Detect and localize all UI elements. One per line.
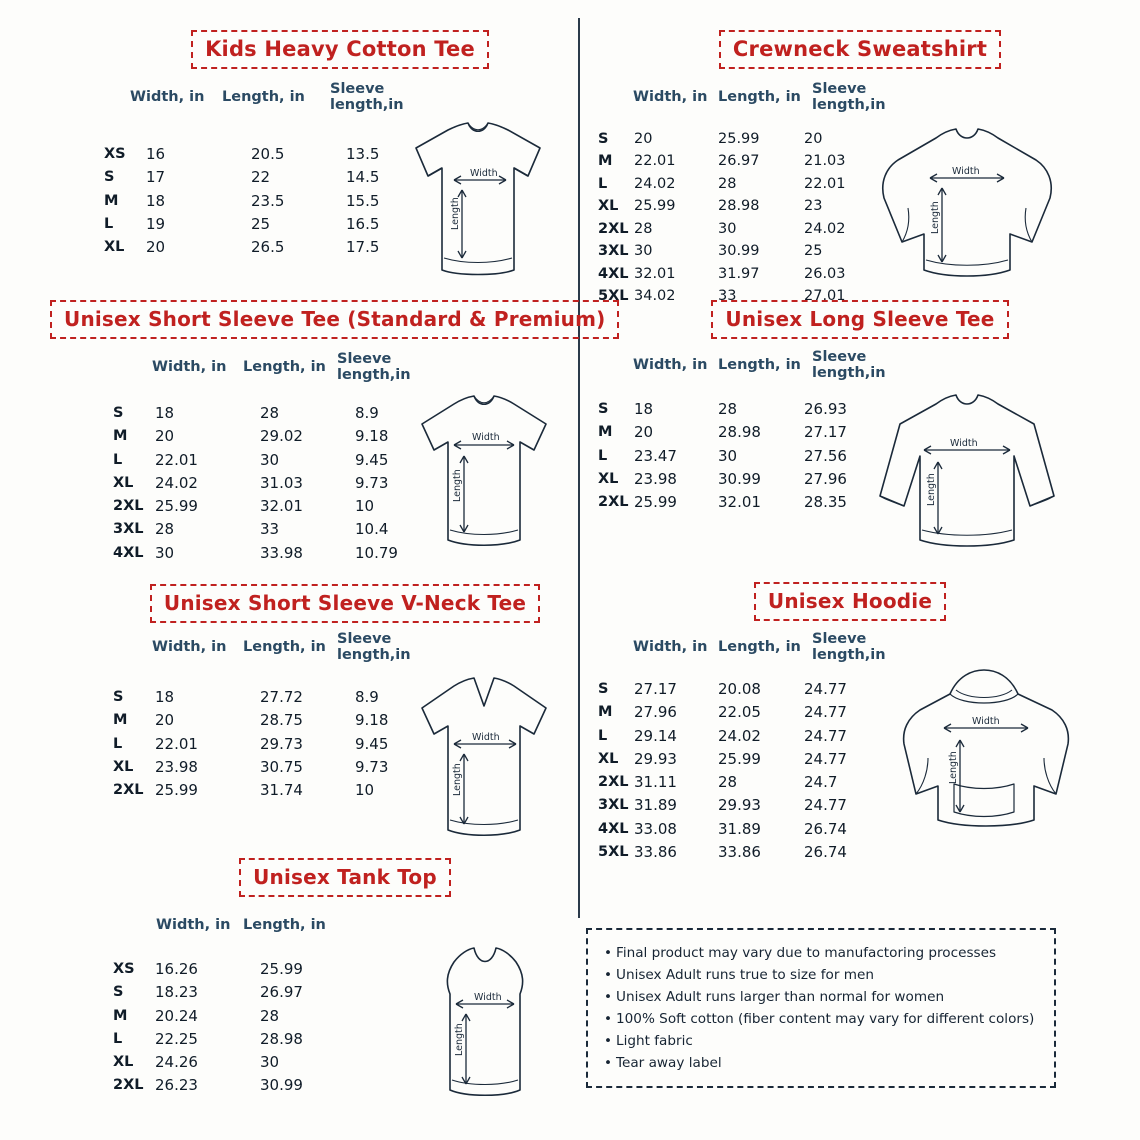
- diagram-label-length: Length: [926, 473, 937, 506]
- cell-width: 33.08: [634, 819, 677, 838]
- cell-size: 2XL: [113, 498, 144, 514]
- diagram-label-length: Length: [452, 763, 463, 796]
- cell-sleeve: 24.77: [804, 703, 847, 722]
- cell-length: 25.99: [718, 131, 760, 147]
- cell-width: 30: [634, 243, 653, 260]
- cell-width: 33.86: [634, 842, 677, 861]
- column-header-width: Width, in: [152, 639, 227, 655]
- table-row: [113, 958, 355, 981]
- diagram-label-length: Length: [948, 751, 959, 784]
- cell-sleeve: 10: [355, 781, 375, 799]
- cell-size: S: [104, 169, 115, 186]
- table-row: [113, 402, 435, 425]
- cell-length: 28: [718, 400, 738, 418]
- cell-size: S: [598, 131, 609, 147]
- cell-sleeve: 24.77: [804, 749, 847, 768]
- cell-size: 5XL: [598, 288, 629, 305]
- cell-sleeve: 27.56: [804, 446, 847, 465]
- cell-width: 28: [155, 520, 175, 539]
- cell-sleeve: 9.45: [355, 450, 389, 469]
- cell-length: 31.74: [260, 781, 303, 799]
- table-row: [104, 236, 426, 259]
- cell-sleeve: 20: [804, 131, 823, 147]
- cell-size: L: [598, 175, 608, 192]
- table-row: [598, 421, 884, 444]
- diagram-label-width: Width: [474, 992, 502, 1003]
- cell-width: 18: [155, 404, 175, 422]
- table-row: [598, 150, 884, 172]
- column-header-length: Length, in: [718, 639, 801, 655]
- section-title-crewneck-sweatshirt: Crewneck Sweatshirt: [640, 30, 1080, 69]
- diagram-label-length: Length: [452, 469, 463, 502]
- column-header-width: Width, in: [633, 89, 708, 105]
- cell-size: S: [113, 689, 124, 705]
- cell-size: S: [113, 405, 124, 421]
- table-row: [598, 748, 884, 771]
- cell-sleeve: 26.74: [804, 819, 847, 838]
- cell-sleeve: 9.73: [355, 757, 389, 776]
- notes-box: [586, 928, 1056, 1088]
- column-header-sleeve: Sleeve length,in: [330, 81, 404, 113]
- cell-length: 33.98: [260, 543, 303, 562]
- note-item: • Tear away label: [604, 1052, 1040, 1074]
- table-row: [113, 542, 435, 565]
- table-row: [598, 794, 884, 817]
- section-title-unisex-short-sleeve-v-neck-tee: Unisex Short Sleeve V-Neck Tee: [110, 584, 580, 623]
- section-title-unisex-long-sleeve-tee: Unisex Long Sleeve Tee: [640, 300, 1080, 339]
- cell-sleeve: 26.74: [804, 842, 847, 861]
- cell-width: 25.99: [155, 781, 198, 799]
- note-item: • Unisex Adult runs true to size for men: [604, 964, 1040, 986]
- cell-length: 31.89: [718, 819, 761, 838]
- notes-list: [604, 942, 1040, 1074]
- cell-sleeve: 22.01: [804, 175, 846, 192]
- table-row: [598, 445, 884, 468]
- cell-length: 30.99: [718, 469, 761, 488]
- cell-width: 23.98: [634, 469, 677, 488]
- cell-size: L: [598, 727, 608, 744]
- cell-length: 20.5: [251, 145, 285, 163]
- unisex-hoodie-illustration: [880, 660, 1080, 850]
- cell-size: XS: [104, 146, 126, 162]
- kids-tee-illustration: [388, 118, 568, 293]
- cell-length: 30: [718, 220, 737, 237]
- cell-width: 20: [634, 423, 654, 442]
- cell-sleeve: 17.5: [346, 238, 380, 256]
- cell-length: 32.01: [718, 493, 761, 511]
- column-header-sleeve: Sleeve length,in: [337, 631, 411, 663]
- cell-sleeve: 27.01: [804, 288, 846, 305]
- note-item: • 100% Soft cotton (fiber content may vary for different colors): [604, 1008, 1040, 1030]
- diagram-label-width: Width: [950, 438, 978, 449]
- cell-sleeve: 24.02: [804, 220, 846, 237]
- diagram-label-width: Width: [952, 166, 980, 177]
- cell-size: L: [104, 215, 114, 232]
- cell-length: 23.5: [251, 191, 285, 210]
- diagram-label-width: Width: [470, 168, 498, 179]
- cell-size: XL: [113, 474, 134, 491]
- cell-sleeve: 16.5: [346, 214, 380, 233]
- column-header-width: Width, in: [156, 917, 231, 933]
- cell-size: M: [113, 1007, 128, 1024]
- column-header-sleeve: Sleeve length,in: [812, 349, 886, 381]
- cell-sleeve: 24.77: [804, 796, 847, 815]
- cell-size: 2XL: [113, 782, 144, 798]
- cell-width: 25.99: [634, 198, 676, 215]
- table-row: [113, 1051, 355, 1074]
- cell-width: 18: [146, 191, 166, 210]
- table-row: [598, 398, 884, 421]
- cell-size: 2XL: [598, 774, 629, 790]
- cell-sleeve: 26.93: [804, 400, 847, 418]
- cell-length: 31.97: [718, 265, 760, 282]
- cell-width: 22.25: [155, 1029, 198, 1048]
- cell-length: 29.73: [260, 734, 303, 753]
- cell-sleeve: 21.03: [804, 153, 846, 170]
- cell-width: 18.23: [155, 983, 198, 1002]
- table-row: [598, 678, 884, 701]
- diagram-label-length: Length: [930, 201, 941, 234]
- cell-length: 29.93: [718, 796, 761, 815]
- cell-size: S: [598, 401, 609, 417]
- column-header-sleeve: Sleeve length,in: [812, 81, 886, 113]
- column-header-width: Width, in: [130, 89, 205, 105]
- cell-size: 3XL: [598, 797, 629, 814]
- cell-width: 20: [155, 427, 175, 446]
- cell-width: 22.01: [155, 450, 198, 469]
- cell-length: 25.99: [718, 749, 761, 768]
- column-header-width: Width, in: [152, 359, 227, 375]
- table-row: [113, 779, 435, 802]
- cell-width: 31.11: [634, 773, 677, 791]
- column-header-length: Length, in: [718, 89, 801, 105]
- cell-size: 5XL: [598, 843, 629, 860]
- cell-width: 31.89: [634, 796, 677, 815]
- cell-length: 26.97: [718, 153, 760, 170]
- cell-length: 25.99: [260, 960, 303, 978]
- cell-size: S: [113, 984, 124, 1001]
- section-title-unisex-tank-top: Unisex Tank Top: [180, 858, 510, 897]
- table-row: [598, 240, 884, 262]
- table-row: [598, 128, 884, 150]
- column-header-length: Length, in: [222, 89, 305, 105]
- cell-length: 30: [718, 446, 738, 465]
- column-header-width: Width, in: [633, 639, 708, 655]
- table-row: [104, 213, 426, 236]
- diagram-label-width: Width: [472, 432, 500, 443]
- cell-width: 32.01: [634, 265, 676, 282]
- cell-length: 30.75: [260, 757, 303, 776]
- cell-width: 16: [146, 145, 166, 163]
- table-row: [113, 495, 435, 518]
- cell-width: 22.01: [634, 153, 676, 170]
- size-table-crewneck-sweatshirt: [598, 128, 884, 308]
- cell-length: 33.86: [718, 842, 761, 861]
- cell-size: XL: [598, 198, 619, 215]
- cell-size: M: [113, 428, 128, 445]
- cell-length: 31.03: [260, 473, 303, 492]
- cell-size: 2XL: [598, 494, 629, 510]
- column-header-width: Width, in: [633, 357, 708, 373]
- cell-sleeve: 27.17: [804, 423, 847, 442]
- cell-sleeve: 23: [804, 198, 823, 215]
- table-row: [598, 195, 884, 217]
- cell-sleeve: 25: [804, 243, 823, 260]
- cell-sleeve: 15.5: [346, 191, 380, 210]
- cell-length: 26.97: [260, 983, 303, 1002]
- cell-size: 4XL: [598, 265, 629, 282]
- cell-width: 29.14: [634, 726, 677, 745]
- cell-size: 3XL: [113, 521, 144, 538]
- column-header-length: Length, in: [243, 917, 326, 933]
- size-table-kids-heavy-cotton-tee: [104, 143, 426, 259]
- cell-width: 22.01: [155, 734, 198, 753]
- cell-width: 24.02: [634, 175, 676, 192]
- cell-width: 34.02: [634, 288, 676, 305]
- cell-length: 28.75: [260, 711, 303, 730]
- cell-size: M: [104, 192, 119, 209]
- cell-size: 2XL: [113, 1077, 144, 1094]
- table-row: [598, 701, 884, 724]
- cell-length: 28.98: [718, 198, 760, 215]
- cell-sleeve: 9.18: [355, 711, 389, 730]
- cell-length: 33: [260, 520, 280, 539]
- cell-sleeve: 24.77: [804, 680, 847, 698]
- cell-width: 27.17: [634, 680, 677, 698]
- size-table-unisex-short-sleeve-v-neck-tee: [113, 686, 435, 802]
- table-row: [113, 756, 435, 779]
- table-row: [113, 1028, 355, 1051]
- cell-sleeve: 9.73: [355, 473, 389, 492]
- cell-size: M: [598, 704, 613, 721]
- note-item: • Final product may vary due to manufactoring processes: [604, 942, 1040, 964]
- section-title-unisex-short-sleeve-tee: Unisex Short Sleeve Tee (Standard & Premium): [50, 300, 570, 339]
- cell-length: 28: [260, 404, 280, 422]
- cell-length: 22.05: [718, 703, 761, 722]
- cell-size: XL: [113, 758, 134, 775]
- table-row: [598, 771, 884, 794]
- cell-width: 26.23: [155, 1076, 198, 1095]
- cell-length: 33: [718, 288, 737, 305]
- size-table-unisex-hoodie: [598, 678, 884, 864]
- cell-sleeve: 24.77: [804, 726, 847, 745]
- cell-size: L: [598, 447, 608, 464]
- table-row: [104, 143, 426, 166]
- cell-width: 24.26: [155, 1053, 198, 1071]
- cell-sleeve: 26.03: [804, 265, 846, 282]
- cell-sleeve: 24.7: [804, 773, 838, 791]
- cell-length: 28: [260, 1006, 280, 1025]
- column-header-length: Length, in: [243, 639, 326, 655]
- cell-length: 29.02: [260, 427, 303, 446]
- cell-width: 16.26: [155, 960, 198, 978]
- cell-width: 27.96: [634, 703, 677, 722]
- table-row: [104, 166, 426, 189]
- cell-sleeve: 10.79: [355, 543, 398, 562]
- table-row: [598, 725, 884, 748]
- cell-size: XL: [104, 239, 125, 255]
- cell-size: L: [113, 451, 123, 468]
- size-table-unisex-long-sleeve-tee: [598, 398, 884, 514]
- cell-width: 25.99: [634, 493, 677, 511]
- table-row: [113, 686, 435, 709]
- unisex-short-sleeve-tee-illustration: [392, 390, 572, 565]
- cell-size: M: [598, 424, 613, 441]
- cell-length: 32.01: [260, 497, 303, 515]
- cell-width: 18: [155, 688, 175, 706]
- cell-length: 30.99: [718, 243, 760, 260]
- cell-width: 20: [146, 238, 166, 256]
- cell-width: 19: [146, 214, 166, 233]
- cell-size: XS: [113, 961, 135, 977]
- cell-size: L: [113, 1030, 123, 1047]
- cell-sleeve: 9.45: [355, 734, 389, 753]
- cell-length: 30: [260, 450, 280, 469]
- cell-length: 28.98: [718, 423, 761, 442]
- cell-width: 23.98: [155, 757, 198, 776]
- table-row: [113, 1005, 355, 1028]
- cell-length: 30.99: [260, 1076, 303, 1095]
- cell-sleeve: 8.9: [355, 404, 379, 422]
- table-row: [113, 733, 435, 756]
- unisex-long-sleeve-tee-illustration: [858, 388, 1068, 568]
- section-title-unisex-hoodie: Unisex Hoodie: [650, 582, 1050, 621]
- cell-sleeve: 13.5: [346, 145, 380, 163]
- cell-length: 28: [718, 773, 738, 791]
- cell-width: 18: [634, 400, 654, 418]
- note-item: • Unisex Adult runs larger than normal for women: [604, 986, 1040, 1008]
- cell-size: 4XL: [598, 820, 629, 837]
- cell-size: M: [598, 153, 613, 170]
- size-table-unisex-short-sleeve-tee: [113, 402, 435, 565]
- column-header-sleeve: Sleeve length,in: [337, 351, 411, 383]
- crewneck-sweatshirt-illustration: [858, 120, 1068, 295]
- table-row: [104, 190, 426, 213]
- cell-length: 27.72: [260, 688, 303, 706]
- cell-length: 28: [718, 175, 737, 192]
- cell-length: 25: [251, 214, 271, 233]
- column-header-sleeve: Sleeve length,in: [812, 631, 886, 663]
- note-item: • Light fabric: [604, 1030, 1040, 1052]
- cell-length: 24.02: [718, 726, 761, 745]
- section-title-kids-heavy-cotton-tee: Kids Heavy Cotton Tee: [120, 30, 560, 69]
- cell-width: 24.02: [155, 473, 198, 492]
- diagram-label-width: Width: [972, 716, 1000, 727]
- cell-sleeve: 8.9: [355, 688, 379, 706]
- table-row: [113, 425, 435, 448]
- cell-length: 26.5: [251, 238, 285, 256]
- cell-size: L: [113, 735, 123, 752]
- cell-size: 3XL: [598, 243, 629, 260]
- diagram-label-width: Width: [472, 732, 500, 743]
- table-row: [113, 1074, 355, 1097]
- table-row: [598, 263, 884, 285]
- cell-sleeve: 28.35: [804, 493, 847, 511]
- cell-size: XL: [113, 1054, 134, 1070]
- table-row: [113, 981, 355, 1004]
- cell-width: 20: [155, 711, 175, 730]
- column-header-length: Length, in: [243, 359, 326, 375]
- table-row: [113, 449, 435, 472]
- cell-width: 28: [634, 220, 653, 237]
- cell-length: 22: [251, 168, 271, 187]
- table-row: [598, 173, 884, 195]
- cell-length: 28.98: [260, 1029, 303, 1048]
- table-row: [598, 218, 884, 240]
- cell-sleeve: 27.96: [804, 469, 847, 488]
- cell-size: M: [113, 712, 128, 729]
- diagram-label-length: Length: [450, 197, 461, 230]
- size-table-unisex-tank-top: [113, 958, 355, 1098]
- cell-sleeve: 14.5: [346, 168, 380, 187]
- column-header-length: Length, in: [718, 357, 801, 373]
- cell-width: 20.24: [155, 1006, 198, 1025]
- table-row: [598, 468, 884, 491]
- cell-sleeve: 10.4: [355, 520, 389, 539]
- cell-length: 20.08: [718, 680, 761, 698]
- table-row: [113, 709, 435, 732]
- cell-width: 30: [155, 543, 175, 562]
- cell-size: XL: [598, 470, 619, 487]
- cell-width: 17: [146, 168, 166, 187]
- table-row: [113, 472, 435, 495]
- unisex-v-neck-tee-illustration: [392, 672, 572, 857]
- table-row: [598, 491, 884, 514]
- unisex-tank-top-illustration: [408, 940, 558, 1115]
- cell-width: 29.93: [634, 749, 677, 768]
- cell-size: XL: [598, 750, 619, 767]
- vertical-divider: [578, 18, 580, 918]
- cell-size: 2XL: [598, 220, 629, 237]
- table-row: [598, 841, 884, 864]
- cell-size: S: [598, 681, 609, 697]
- cell-size: 4XL: [113, 544, 144, 561]
- cell-sleeve: 10: [355, 497, 375, 515]
- cell-width: 23.47: [634, 446, 677, 465]
- diagram-label-length: Length: [454, 1023, 465, 1056]
- cell-width: 20: [634, 131, 653, 147]
- cell-sleeve: 9.18: [355, 427, 389, 446]
- cell-width: 25.99: [155, 497, 198, 515]
- cell-length: 30: [260, 1053, 280, 1071]
- table-row: [598, 818, 884, 841]
- table-row: [113, 518, 435, 541]
